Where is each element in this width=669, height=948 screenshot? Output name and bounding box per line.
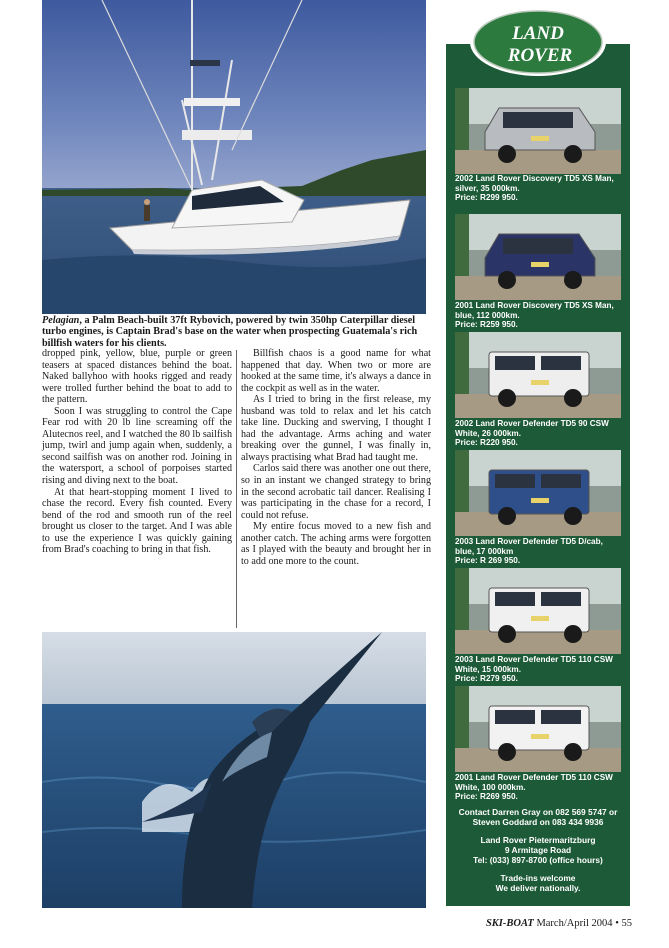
car-listing xyxy=(455,773,627,802)
car-listing-line: Price: R279 950. xyxy=(455,674,518,684)
separator: • xyxy=(615,918,619,929)
car-listing-line: Price: R299 950. xyxy=(455,193,518,203)
car-listing-line: Price: R220 950. xyxy=(455,438,518,448)
paragraph: At that heart-stopping moment I lived to chase the record. Every fish counted. Every bend of the rod and smooth run of the reel brought us closer to the target. And I was able to use the experience I was quickly gaining from Brad's coaching to bring in that fish. xyxy=(42,486,232,556)
car-listing-line: blue, 112 000km. xyxy=(455,310,520,320)
car-listing-line: Price: R269 950. xyxy=(455,792,518,802)
land-rover-logo xyxy=(468,6,608,78)
car-photo xyxy=(455,568,621,654)
car-listing-line: 2001 Land Rover Defender TD5 110 CSW xyxy=(455,773,613,782)
car-listing-line: silver, 35 000km. xyxy=(455,183,520,193)
car-listing-line: 2002 Land Rover Defender TD5 90 CSW xyxy=(455,419,609,428)
column-divider xyxy=(236,350,237,628)
car-listing-line: 2002 Land Rover Discovery TD5 XS Man, xyxy=(455,174,614,183)
car-listing-line: Price: R259 950. xyxy=(455,320,518,330)
magazine-name: SKI-BOAT xyxy=(485,918,534,929)
car-photo xyxy=(455,450,621,536)
dealer-name: Land Rover Pietermaritzburg xyxy=(480,835,596,845)
boat-photo xyxy=(42,0,426,314)
paragraph: Carlos said there was another one out there, so in an instant we changed strategy to bring in the second acrobatic tail dancer. Realising I was participating in the chase for a record, I could not refuse. xyxy=(241,463,431,521)
car-listing xyxy=(455,174,627,203)
contact-line: Steven Goddard on 083 434 9936 xyxy=(472,817,604,827)
car-listing-line: 2003 Land Rover Defender TD5 110 CSW xyxy=(455,655,613,664)
issue-date: March/April 2004 xyxy=(536,918,613,929)
contact-info xyxy=(448,807,628,893)
photo-caption xyxy=(42,315,428,349)
car-photo xyxy=(455,332,621,418)
article-column-2 xyxy=(241,348,431,567)
logo-line1: LAND xyxy=(512,23,564,44)
car-listing-line: Price: R 269 950. xyxy=(455,556,521,566)
article-column-1 xyxy=(42,348,232,556)
trade-ins: Trade-ins welcome xyxy=(500,873,576,883)
car-listing xyxy=(455,537,627,566)
marlin-photo xyxy=(42,632,426,908)
paragraph: As I tried to bring in the first release, my husband was told to relax and let his catch take line. Ducking and swerving, I thought I had the advantage. Arms aching and water breaking over the gunnel, I was finally in, always practising what Brad had taught me. xyxy=(241,394,431,463)
delivery: We deliver nationally. xyxy=(495,883,581,893)
dealer-tel: Tel: (033) 897-8700 (office hours) xyxy=(473,855,603,865)
boat-name: Pelagian xyxy=(42,315,80,326)
logo-line2: ROVER xyxy=(507,45,573,66)
page-footer xyxy=(432,918,632,929)
car-listing-line: White, 100 000km. xyxy=(455,782,526,792)
page-number: 55 xyxy=(621,918,632,929)
car-photo xyxy=(455,686,621,772)
paragraph: dropped pink, yellow, blue, purple or green teasers at spaced distances behind the boat. Naked ballyhoo with hooks rigged and ready were trolled further behind the boat to add to the pattern. xyxy=(42,348,232,406)
car-listing xyxy=(455,301,627,330)
car-listing-line: White, 26 000km. xyxy=(455,428,521,438)
car-listing xyxy=(455,419,627,448)
car-listing-line: blue, 17 000km xyxy=(455,546,514,556)
car-listing xyxy=(455,655,627,684)
car-listing-line: White, 15 000km. xyxy=(455,664,521,674)
car-listing-line: 2001 Land Rover Discovery TD5 XS Man, xyxy=(455,301,614,310)
car-photo xyxy=(455,88,621,174)
paragraph: Billfish chaos is a good name for what happened that day. When two or more are hooked at the same time, it's always a dance in the cockpit as well as in the water. xyxy=(241,348,431,394)
paragraph: Soon I was struggling to control the Cape Fear rod with 20 lb line screaming off the Alutecnos reel, and I watched the 80 lb sailfish jump, twirl and jump again when, suddenly, a second sailfish was on another rod. Joining in the watersport, a school of porpoises started rising and diving next to the boat. xyxy=(42,405,232,487)
paragraph: My entire focus moved to a new fish and another catch. The aching arms were forgotten as I played with the beauty and brought her in to add one more to the count. xyxy=(241,521,431,567)
car-listing-line: 2003 Land Rover Defender TD5 D/cab, xyxy=(455,537,603,546)
car-photo xyxy=(455,214,621,300)
caption-text: , a Palm Beach-built 37ft Rybovich, powered by twin 350hp Caterpillar diesel turbo engines, is Captain Brad's base on the water when prospecting Guatemala's rich billfish waters for his clients. xyxy=(42,315,418,349)
contact-line: Contact Darren Gray on 082 569 5747 or xyxy=(458,807,618,817)
dealer-address: 9 Armitage Road xyxy=(504,845,572,855)
